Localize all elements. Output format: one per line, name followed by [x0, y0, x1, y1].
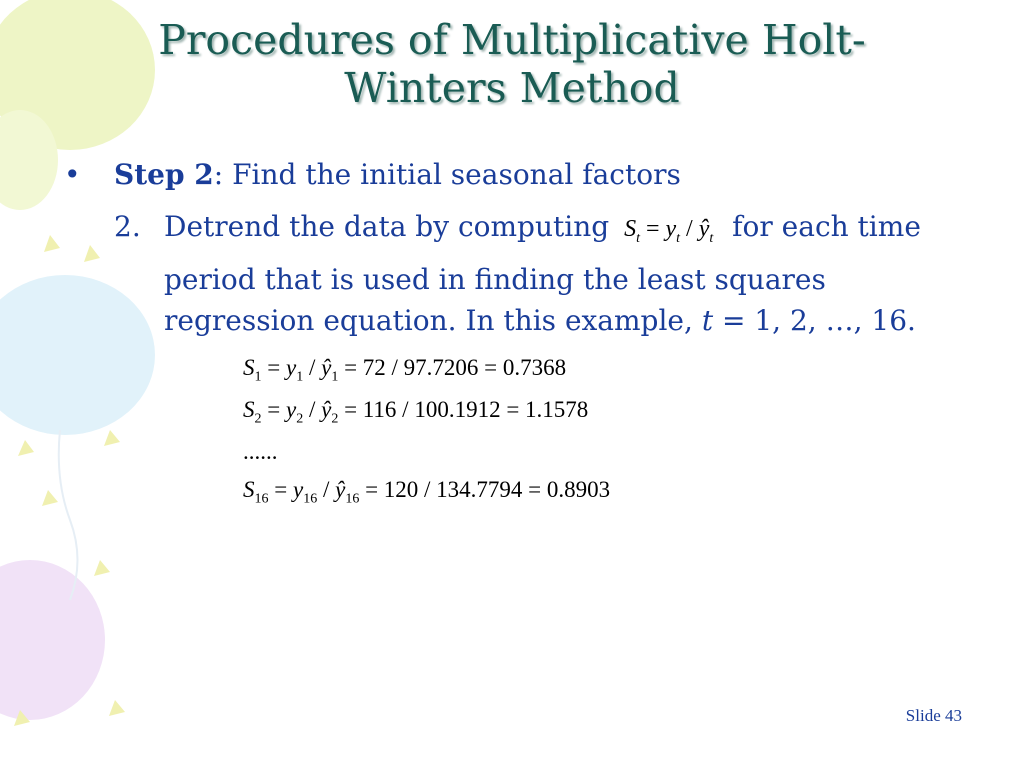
step-label: Step 2 [114, 158, 214, 191]
purple-balloon [0, 560, 105, 720]
bullet-dot-icon: • [64, 158, 81, 191]
step-description: : Find the initial seasonal factors [213, 158, 681, 191]
item-text-range: = 1, 2, …, 16. [721, 303, 916, 337]
slide-number: Slide 43 [905, 706, 962, 725]
t-variable: t [701, 303, 714, 337]
inline-formula: $S_t = y_t$ / $ŷ_t$ [624, 216, 714, 246]
slide-title: Procedures of Multiplicative Holt-Winters Method [158, 16, 866, 112]
item-text-before: Detrend the data by computing [164, 210, 610, 243]
equation-s1: $S_1 = y_1$ / $ŷ_1 = 72 / 97.7206 = 0.7368$ [243, 355, 567, 385]
item-text-after: for each time period that is used in finding the least squares regression equation. In this example, [164, 210, 921, 337]
item-number: 2. [114, 210, 141, 243]
blue-balloon [0, 275, 155, 435]
equation-s2: $S_2 = y_2$ / $ŷ_2 = 116 / 100.1912 = 1.1578$ [243, 397, 589, 427]
bullet-text [114, 158, 681, 191]
equation-ellipsis: ...... [243, 439, 278, 464]
item-body [164, 206, 954, 341]
equation-s16: $S_{16} = y_{16}$ / $ŷ_{16} = 120 / 134.7794 = 0.8903$ [243, 477, 611, 507]
